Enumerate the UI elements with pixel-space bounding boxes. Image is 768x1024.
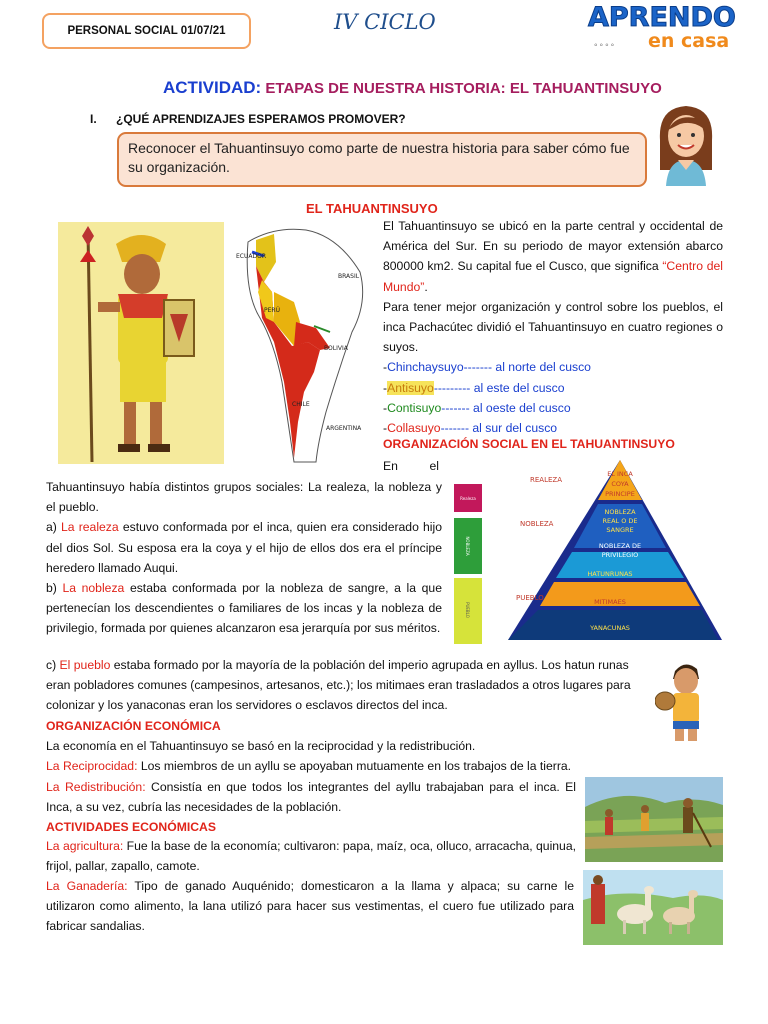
boy-with-basket-illustration: [655, 657, 717, 745]
cycle-title: IV CICLO: [334, 10, 436, 34]
pyramid-label-realeza: REALEZA: [530, 476, 562, 484]
tier-sangre: SANGRE: [606, 526, 634, 534]
course-date-box: [42, 13, 251, 49]
suyo-name: Antisuyo: [387, 380, 434, 395]
reciprocidad-item: [46, 756, 586, 776]
social-intro: Tahuantinsuyo había distintos grupos sociales: La realeza, la nobleza y el pueblo.: [46, 480, 442, 515]
division-text: Para tener mejor organización y control sobre los pueblos, el inca Pachacútec dividió el Tahuantinsuyo en cuatro regiones o suyos.: [383, 299, 723, 355]
suyo-item-collasuyo: [383, 418, 723, 438]
map-label-ecuador: ECUADOR: [236, 253, 266, 260]
tier-nobleza: NOBLEZA: [604, 508, 636, 516]
map-label-bolivia: BOLIVIA: [324, 345, 348, 352]
suyo-name: Collasuyo: [387, 421, 441, 436]
suyo-desc: ------- al sur del cusco: [440, 421, 558, 436]
item-text: estaba conformada por la nobleza de sangre, a la que pertenecían los descendientes o familiares de los incas y la nobleza de privilegio, formada por quienes alcanzaron esa jerarquía por sus méritos.: [46, 581, 442, 636]
ganaderia-item: [46, 876, 574, 937]
tier-real: REAL O DE: [602, 517, 638, 525]
agricultura-item: [46, 836, 576, 876]
logo-top-text: APRENDO: [588, 2, 736, 33]
item-term: La Ganadería:: [46, 879, 128, 893]
suyo-desc: ------- al oeste del cusco: [441, 400, 571, 415]
aprendo-en-casa-logo: [588, 4, 738, 52]
suyo-desc: ------- al norte del cusco: [463, 360, 591, 375]
item-term: La Reciprocidad:: [46, 759, 138, 774]
economic-section: [46, 716, 586, 837]
social-en-el: [383, 456, 439, 476]
word-el: el: [429, 459, 439, 473]
activity-label: ACTIVIDAD:: [163, 78, 262, 97]
tahuantinsuyo-title: EL TAHUANTINSUYO: [306, 201, 438, 216]
suyo-dash: -: [383, 380, 388, 395]
item-term: El pueblo: [59, 658, 111, 672]
item-prefix: a): [46, 520, 61, 535]
item-text: Consistía en que todos los integrantes del ayllu trabajaban para el inca. El Inca, a su vez, cubría las necesidades de la población.: [46, 779, 576, 814]
social-heading: ORGANIZACIÓN SOCIAL EN EL TAHUANTINSUYO: [383, 437, 675, 451]
tier-hatunrunas: HATUNRUNAS: [587, 570, 633, 578]
economic-heading: ORGANIZACIÓN ECONÓMICA: [46, 719, 221, 733]
social-item-pueblo: [46, 655, 646, 716]
item-prefix: b): [46, 581, 63, 596]
bar-label-pueblo: PUEBLO: [465, 602, 470, 618]
social-item-realeza: [46, 517, 442, 578]
pyramid-label-pueblo: PUEBLO: [516, 594, 544, 602]
tahuantinsuyo-description: [383, 216, 723, 438]
intro-end: .: [424, 279, 428, 294]
suyo-item-contisuyo: [383, 398, 723, 418]
capital-meaning: “Centro del Mundo”: [383, 259, 723, 294]
map-label-brasil: BRASIL: [338, 273, 360, 280]
section-question: ¿QUÉ APRENDIZAJES ESPERAMOS PROMOVER?: [116, 112, 406, 126]
south-america-map: [234, 222, 370, 464]
tier-mitimaes: MITIMAES: [594, 598, 626, 606]
redistribucion-item: [46, 777, 576, 817]
item-text: Tipo de ganado Auquénido; domesticaron a la llama y alpaca; su carne le utilizaron como alimento, la lana utilizó para hacer sus vestimentas, el cuero fue utilizado para fabricar sandalias.: [46, 879, 575, 934]
suyo-item-antisuyo: [383, 378, 723, 398]
logo-dots: ◦◦◦◦: [594, 40, 617, 51]
livestock-illustration: [583, 870, 723, 945]
social-item-nobleza: [46, 578, 442, 639]
activity-name: ETAPAS DE NUESTRA HISTORIA: EL TAHUANTINSUYO: [261, 80, 662, 97]
course-date: PERSONAL SOCIAL 01/07/21: [67, 25, 226, 37]
suyo-item-chinchaysuyo: [383, 357, 723, 377]
intro-text: El Tahuantinsuyo se ubicó en la parte central y occidental de América del Sur. En su periodo de mayor extensión abarco 800000 km2. Su capital fue el Cusco, que significa: [383, 219, 723, 274]
suyo-dash: -: [383, 400, 388, 415]
purpose-box: [117, 132, 647, 187]
inca-warrior-illustration: [58, 222, 224, 464]
map-label-argentina: ARGENTINA: [326, 425, 362, 432]
word-en: En: [383, 459, 398, 473]
girl-illustration: [650, 100, 722, 186]
tier-nobleza-de: NOBLEZA DE: [598, 542, 642, 550]
map-label-chile: CHILE: [292, 401, 310, 408]
tier-yanacunas: YANACUNAS: [590, 624, 630, 632]
agriculture-illustration: [585, 777, 723, 862]
social-pyramid-diagram: [500, 456, 722, 646]
bar-label-nobleza: NOBLEZA: [465, 536, 470, 556]
item-term: La realeza: [61, 520, 119, 535]
suyo-name: Contisuyo: [387, 400, 442, 415]
logo-bottom-text: en casa: [648, 30, 730, 52]
social-groups-text: [46, 477, 442, 639]
item-term: La nobleza: [62, 581, 125, 596]
item-text: estaba formado por la mayoría de la población del imperio agrupada en ayllus. Los hatun runas eran pobladores comunes (campesinos, artesanos, etc.); los mitimaes eran trasladados a otros lugares para colonizar y los yanaconas eran los servidores o esclavos directos del inca.: [46, 658, 631, 713]
social-bars-diagram: [452, 484, 488, 644]
pyramid-label-nobleza: NOBLEZA: [520, 520, 554, 528]
suyo-dash: -: [383, 421, 388, 436]
tier-principe: PRINCIPE: [605, 490, 635, 498]
item-text: Fue la base de la economía; cultivaron: papa, maíz, oca, olluco, arracacha, quinua, frijol, pallar, zapallo, camote.: [46, 839, 576, 874]
item-text: estuvo conformada por el inca, quien era considerado hijo del dios Sol. Su esposa era la coya y el hijo de ellos dos era el príncipe heredero llamado Auqui.: [46, 520, 442, 575]
suyo-dash: -: [383, 360, 388, 375]
item-prefix: c): [46, 658, 60, 672]
activities-heading: ACTIVIDADES ECONÓMICAS: [46, 820, 216, 835]
tier-coya: COYA: [611, 480, 629, 488]
map-label-peru: PERÚ: [264, 307, 280, 314]
suyo-name: Chinchaysuyo: [387, 360, 464, 375]
bar-label-realeza: Realeza: [460, 496, 476, 501]
section-number: I.: [90, 112, 97, 126]
item-term: La agricultura:: [46, 839, 124, 853]
activity-title: [163, 78, 662, 98]
suyo-desc: --------- al este del cusco: [433, 380, 565, 395]
item-text: Los miembros de un ayllu se apoyaban mutuamente en los trabajos de la tierra.: [137, 759, 572, 774]
tier-el-inca: EL INCA: [607, 470, 633, 478]
tier-privilegio: PRIVILEGIO: [601, 551, 639, 559]
purpose-text: Reconocer el Tahuantinsuyo como parte de nuestra historia para saber cómo fue su organización.: [128, 140, 630, 175]
item-term: La Redistribución:: [46, 779, 146, 794]
economic-intro: La economía en el Tahuantinsuyo se basó en la reciprocidad y la redistribución.: [46, 739, 476, 754]
